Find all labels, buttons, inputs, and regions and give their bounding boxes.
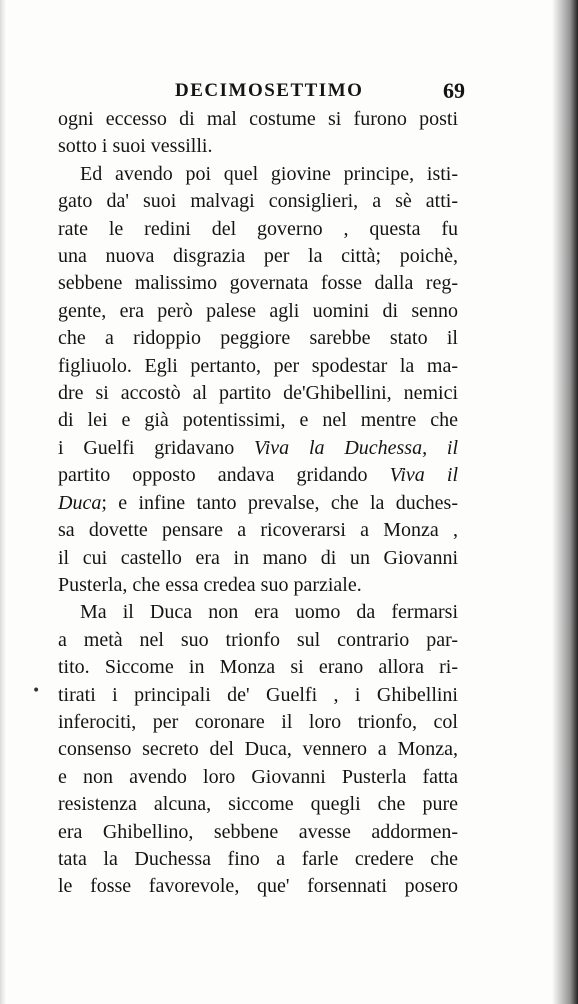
text-line: tirati i principali de' Guelfi , i Ghibellini xyxy=(58,683,458,706)
text-line: che a ridoppio peggiore sarebbe stato il xyxy=(58,327,458,350)
page-left-edge xyxy=(0,0,6,1004)
text-segment: ; e infine tanto prevalse, che la duches- xyxy=(101,491,458,514)
text-line: rate le redini del governo , questa fu xyxy=(58,217,458,240)
text-line: ogni eccesso di mal costume si furono posti xyxy=(58,108,458,130)
text-line: figliuolo. Egli pertanto, per spodestar la ma- xyxy=(58,354,458,377)
text-line: una nuova disgrazia per la città; poichè, xyxy=(58,245,458,268)
text-line-mixed xyxy=(58,490,458,517)
text-segment: partito opposto andava gridando xyxy=(58,464,368,487)
running-head: DECIMOSETTIMO xyxy=(175,80,364,101)
text-line: dre si accostò al partito de'Ghibellini, nemici xyxy=(58,382,458,405)
text-line: di lei e già potentissimi, e nel mentre che xyxy=(58,409,458,432)
text-line: sebbene malissimo governata fosse dalla reg- xyxy=(58,272,458,295)
text-line: Pusterla, che essa credea suo parziale. xyxy=(58,573,362,596)
page-number: 69 xyxy=(443,78,465,103)
text-line: a metà nel suo trionfo sul contrario par- xyxy=(58,628,458,651)
text-line: il cui castello era in mano di un Giovanni xyxy=(58,546,458,569)
page-right-edge-shadow xyxy=(552,0,578,1004)
text-line: gente, era però palese agli uomini di senno xyxy=(58,299,458,322)
body-text xyxy=(58,106,458,901)
text-line: consenso secreto del Duca, vennero a Monza, xyxy=(58,738,458,761)
italic-segment: Viva la Duchessa, xyxy=(254,436,428,459)
text-segment: i Guelfi gridavano xyxy=(58,436,235,459)
margin-mark: • xyxy=(32,683,41,699)
text-line-mixed xyxy=(58,435,458,462)
text-line: inferociti, per coronare il loro trionfo, col xyxy=(58,710,458,733)
text-line: resistenza alcuna, siccome quegli che pure xyxy=(58,793,458,816)
text-line: le fosse favorevole, que' forsennati posero xyxy=(58,875,458,898)
italic-segment: il xyxy=(446,436,459,459)
text-line: tito. Siccome in Monza si erano allora ri- xyxy=(58,656,458,679)
text-line: sotto i suoi vessilli. xyxy=(58,135,213,158)
italic-segment: Duca xyxy=(58,491,102,514)
text-line: Ed avendo poi quel giovine principe, isti- xyxy=(80,162,458,185)
text-line: tata la Duchessa fino a farle credere che xyxy=(58,847,458,870)
text-line: era Ghibellino, sebbene avesse addormen- xyxy=(58,820,458,843)
page-header xyxy=(175,80,465,108)
text-line: gato da' suoi malvagi consiglieri, a sè atti- xyxy=(58,190,458,213)
text-line-mixed xyxy=(58,462,458,489)
italic-segment: Viva il xyxy=(389,464,459,487)
text-line: e non avendo loro Giovanni Pusterla fatta xyxy=(58,765,458,788)
text-line: sa dovette pensare a ricoverarsi a Monza , xyxy=(58,519,458,542)
text-line: Ma il Duca non era uomo da fermarsi xyxy=(80,601,458,624)
